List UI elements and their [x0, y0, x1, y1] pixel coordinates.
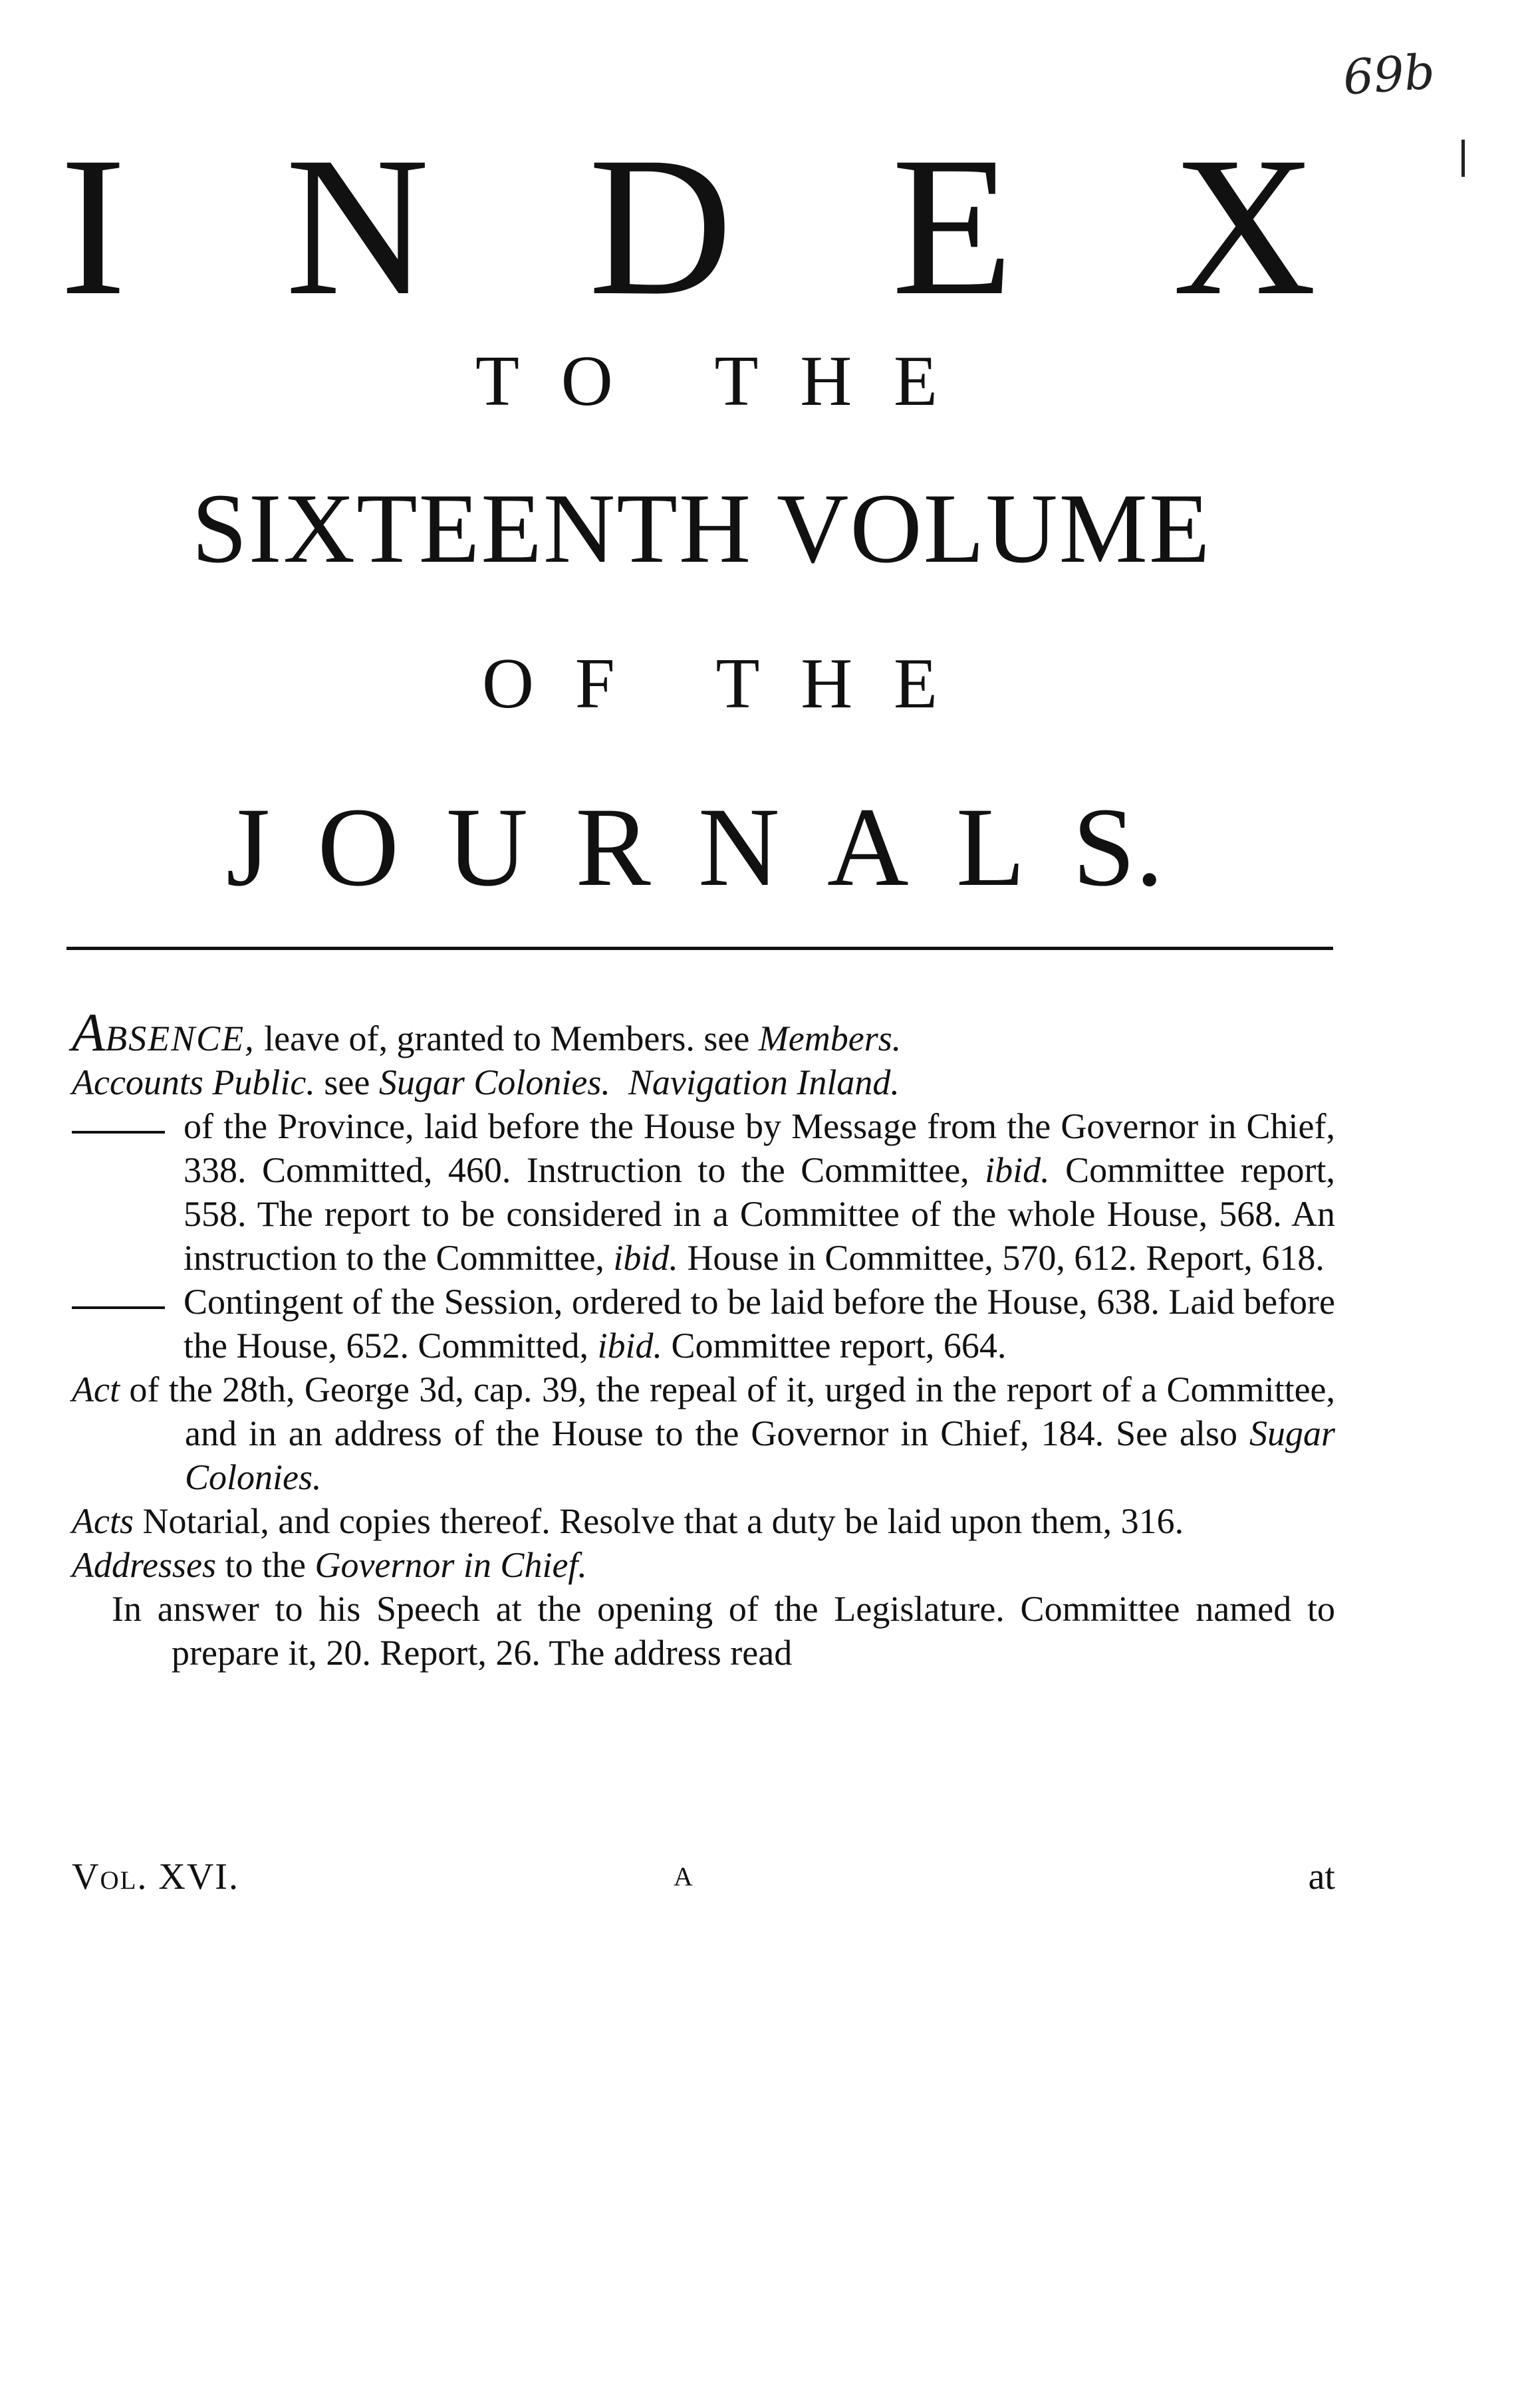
title-letter: N — [285, 116, 430, 336]
title-letter: N — [697, 784, 780, 909]
entry-addresses — [72, 1543, 1335, 1587]
ibid-ref: ibid. — [613, 1238, 678, 1278]
entry-text: leave of, granted to Members. see — [255, 1019, 759, 1058]
entry-heading: Acts — [72, 1501, 134, 1541]
title-letter: I — [60, 116, 126, 336]
title-letter: H — [800, 342, 852, 421]
title-letter: T — [714, 342, 759, 421]
entry-heading: Act — [72, 1370, 120, 1409]
entry-text: to the — [215, 1545, 315, 1585]
entry-text: of the Province, laid before the House by Message from the Governor in Chief, 338. Committed, 460. Instruction to the Committee, — [184, 1106, 1335, 1190]
title-letter: D — [588, 116, 733, 336]
title-divider — [66, 947, 1333, 950]
title-letter: E — [891, 116, 1014, 336]
entry-act — [72, 1368, 1335, 1499]
title-letter: U — [446, 784, 529, 909]
title-letter: T — [475, 342, 519, 421]
title-letter: J — [226, 784, 271, 909]
volume-label: Vol. XVI. — [72, 1856, 239, 1897]
entry-text: In answer to his Speech at the opening of the Legislature. Committee named to prepare it, 20. Report, 26. The address read — [112, 1589, 1335, 1673]
title-letter: A — [826, 784, 909, 909]
ibid-ref: ibid. — [597, 1326, 662, 1366]
entry-absence — [72, 1002, 1335, 1062]
entry-text: see — [315, 1062, 379, 1102]
title-letter: R — [575, 784, 651, 909]
ditto-dash — [72, 1131, 165, 1134]
title-letter: H — [801, 644, 853, 723]
cross-reference: Sugar Colonies. — [378, 1062, 610, 1102]
cross-reference: Members. — [758, 1019, 902, 1058]
signature-mark: A — [674, 1862, 693, 1891]
cross-reference: Sugar Colonies. — [185, 1413, 1336, 1497]
title-letter: E — [893, 342, 938, 421]
entry-text: House in Committee, 570, 612. Report, 618. — [687, 1238, 1325, 1278]
title-letter: T — [715, 644, 760, 723]
title-letter: O — [317, 784, 400, 909]
title-letter: O — [561, 342, 613, 421]
title-letter: X — [1172, 116, 1317, 336]
entry-text: Committee report, 558. The report to be considered in a Committee of the whole House, 568. An instruction to the Committee, — [184, 1150, 1336, 1278]
entry-heading: Addresses — [72, 1545, 216, 1585]
title-index — [0, 116, 1516, 336]
cross-reference: Navigation Inland. — [628, 1062, 900, 1102]
ditto-dash — [72, 1306, 165, 1309]
entry-heading: Accounts Public. — [72, 1062, 315, 1102]
catchword: at — [1308, 1856, 1335, 1897]
entry-heading: BSENCE, — [105, 1019, 255, 1058]
handwritten-page-number: 69b — [1341, 43, 1437, 106]
title-to-the — [0, 342, 1516, 421]
entry-accounts-province — [72, 1104, 1335, 1280]
title-letter: L — [955, 784, 1025, 909]
entry-accounts — [72, 1060, 1335, 1104]
index-entries — [72, 1002, 1336, 1675]
ibid-ref: ibid. — [985, 1150, 1050, 1190]
entry-text: of the 28th, George 3d, cap. 39, the repeal of it, urged in the report of a Committee, and in an address of the House to the Governor in Chief, 184. See also — [129, 1370, 1336, 1453]
drop-letter: A — [72, 1002, 106, 1062]
entry-text: Committee report, 664. — [671, 1326, 1007, 1366]
title-journals — [0, 784, 1516, 909]
page-footer — [72, 1855, 1335, 1899]
entry-accounts-contingent — [72, 1280, 1335, 1368]
entry-text: Contingent of the Session, ordered to be laid before the House, 638. Laid before the House, 652. Committed, — [184, 1282, 1335, 1366]
title-letter: S. — [1072, 784, 1164, 909]
entry-text: Notarial, and copies thereof. Resolve that a duty be laid upon them, 316. — [142, 1501, 1184, 1541]
entry-acts — [72, 1499, 1335, 1543]
title-letter: E — [894, 644, 938, 723]
entry-addresses-answer — [72, 1587, 1335, 1675]
title-letter: O — [482, 644, 534, 723]
title-letter: F — [574, 644, 615, 723]
title-of-the — [0, 644, 1516, 723]
cross-reference: Governor in Chief. — [315, 1545, 587, 1585]
title-sixteenth-volume: SIXTEENTH VOLUME — [191, 473, 1211, 584]
